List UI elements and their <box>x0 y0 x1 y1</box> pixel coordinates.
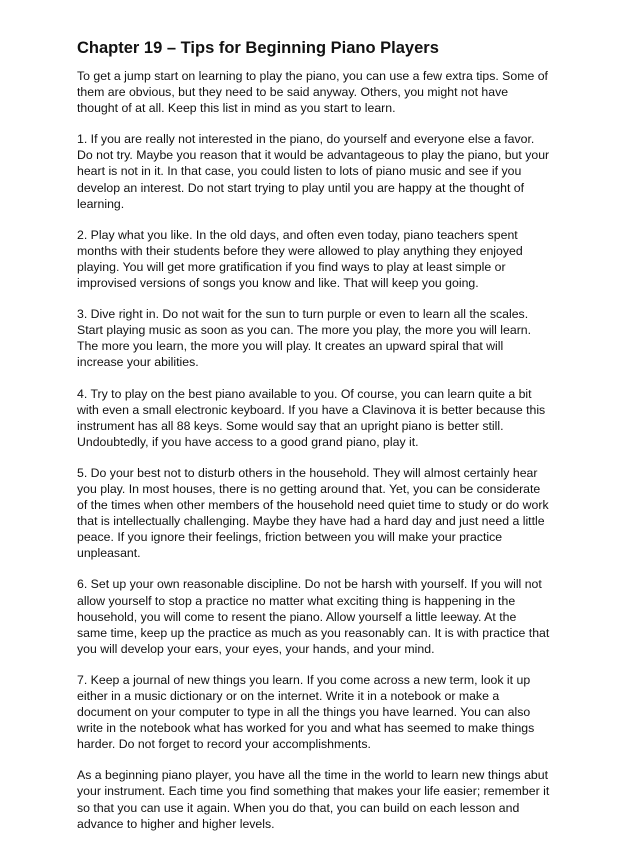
text-line: advance to higher and higher levels. <box>77 816 275 831</box>
text-line: document on your computer to type in all the things you have learned. You can also <box>77 705 531 720</box>
paragraph-5 <box>77 386 563 450</box>
text-line: Undoubtedly, if you have access to a good grand piano, play it. <box>77 434 419 449</box>
text-line: your instrument. Each time you find something that makes your life easier; remember it <box>77 784 550 799</box>
paragraph-1 <box>77 68 563 116</box>
text-line: develop an interest. Do not start trying to play until you are happy at the thought of <box>77 180 525 195</box>
text-line: 4. Try to play on the best piano available to you. Of course, you can learn quite a bit <box>77 386 532 401</box>
document-page <box>77 38 563 847</box>
text-line: them are obvious, but they need to be said anyway. Others, you might not have <box>77 85 509 100</box>
text-line: 2. Play what you like. In the old days, and often even today, piano teachers spent <box>77 227 518 242</box>
paragraph-8 <box>77 672 563 752</box>
text-line: improvised versions of songs you know and like. That will keep you going. <box>77 276 479 291</box>
paragraph-4 <box>77 306 563 370</box>
text-line: write in the notebook what has worked for you and what has seemed to make things <box>77 721 535 736</box>
text-line: heart is not in it. In that case, you could listen to lots of piano music and see if you <box>77 164 522 179</box>
text-line: 6. Set up your own reasonable discipline. Do not be harsh with yourself. If you will not <box>77 577 542 592</box>
text-line: allow yourself to stop a practice no matter what exciting thing is happening in the <box>77 593 516 608</box>
text-line: To get a jump start on learning to play the piano, you can use a few extra tips. Some of <box>77 69 548 83</box>
text-line: playing. You will get more gratification if you find ways to play at least simple or <box>77 259 506 274</box>
paragraph-9 <box>77 767 563 831</box>
text-line: of the times when other members of the household need quiet time to study or do work <box>77 498 549 513</box>
text-line: Start playing music as soon as you can. The more you play, the more you will learn. <box>77 323 532 338</box>
text-line: you play. In most houses, there is no getting around that. Yet, you can be considerate <box>77 481 541 496</box>
text-line: that is intellectually challenging. Maybe they have had a hard day and just need a little <box>77 514 545 529</box>
document-body <box>77 68 563 832</box>
text-line: 3. Dive right in. Do not wait for the sun to turn purple or even to learn all the scales. <box>77 307 529 322</box>
text-line: so that you can use it again. When you do that, you can build on each lesson and <box>77 800 520 815</box>
text-line: either in a music dictionary or on the internet. Write it in a notebook or make a <box>77 689 500 703</box>
paragraph-3 <box>77 227 563 291</box>
text-line: harder. Do not forget to record your accomplishments. <box>77 737 371 752</box>
text-line: Do not try. Maybe you reason that it would be advantageous to play the piano, but your <box>77 148 550 163</box>
text-line: unpleasant. <box>77 546 141 561</box>
text-line: instrument has all 88 keys. Some would say that an upright piano is better still. <box>77 418 504 433</box>
text-line: 7. Keep a journal of new things you learn. If you come across a new term, look it up <box>77 672 531 687</box>
text-line: The more you learn, the more you will play. It creates an upward spiral that will <box>77 339 504 354</box>
chapter-title: Chapter 19 – Tips for Beginning Piano Players <box>77 39 439 57</box>
text-line: you will develop your ears, your eyes, your hands, and your mind. <box>77 641 435 656</box>
paragraph-2 <box>77 131 563 211</box>
text-line: peace. If you ignore their feelings, friction between you will make your practice <box>77 530 503 545</box>
text-line: increase your abilities. <box>77 355 199 370</box>
text-line: thought of at all. Keep this list in mind as you start to learn. <box>77 101 396 116</box>
text-line: 5. Do your best not to disturb others in the household. They will almost certainly hear <box>77 465 538 480</box>
paragraph-7 <box>77 576 563 656</box>
text-line: learning. <box>77 196 125 211</box>
text-line: with even a small electronic keyboard. If you have a Clavinova it is better because this <box>77 402 546 417</box>
text-line: 1. If you are really not interested in the piano, do yourself and everyone else a favor. <box>77 132 535 147</box>
text-line: As a beginning piano player, you have all the time in the world to learn new things abut <box>77 768 548 783</box>
text-line: same time, keep up the practice as much as you reasonably can. It is with practice that <box>77 625 550 640</box>
paragraph-6 <box>77 465 563 562</box>
text-line: household, you will come to resent the piano. Allow yourself a little leeway. At the <box>77 609 517 624</box>
text-line: months with their students before they were allowed to play anything they enjoyed <box>77 243 523 258</box>
